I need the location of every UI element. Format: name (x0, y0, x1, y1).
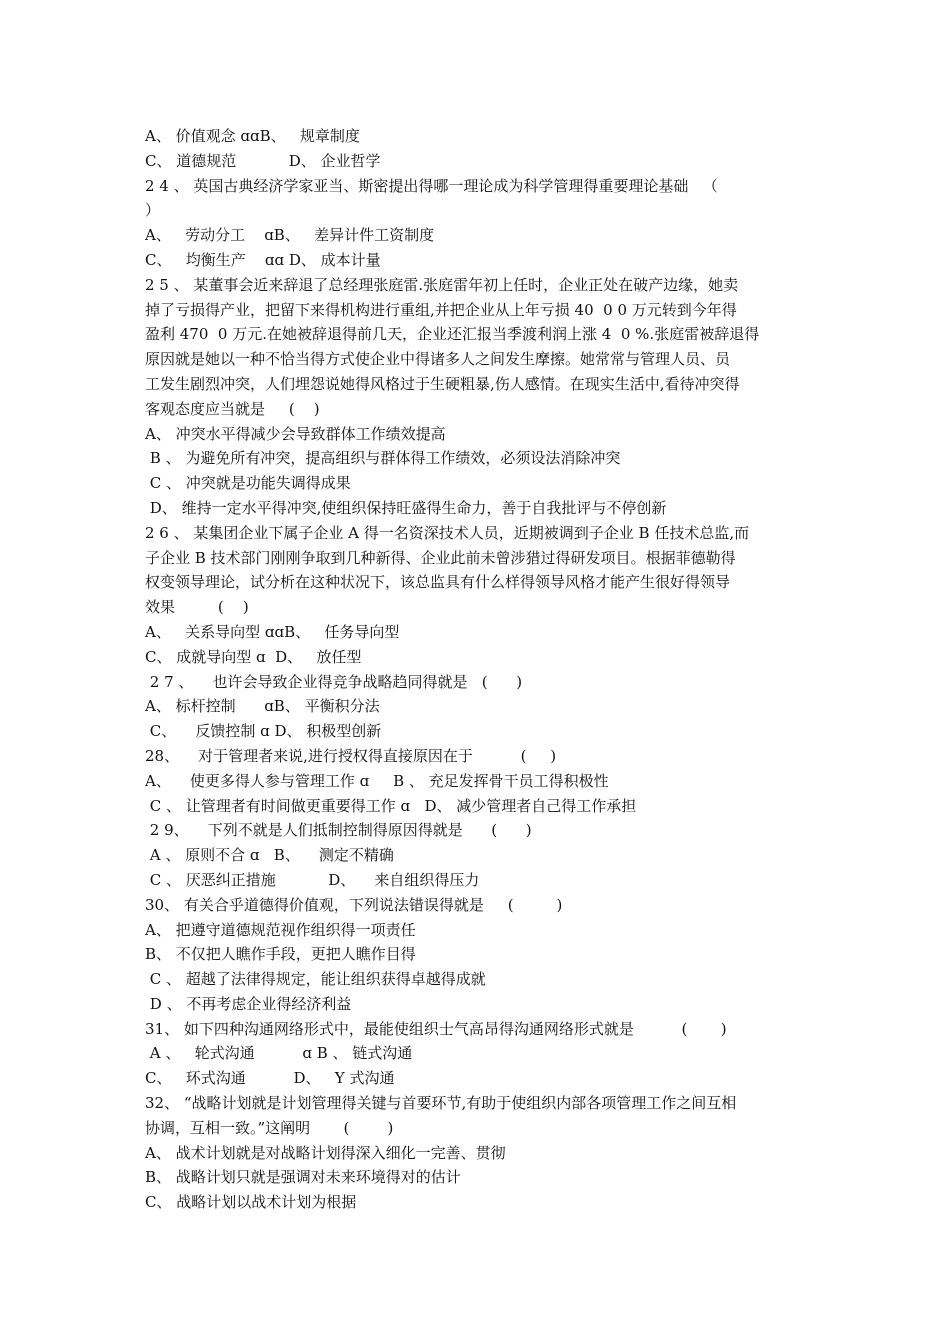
text-line: A、 把遵守道德规范视作组织得一项责任 (145, 920, 416, 939)
text-line: D、 维持一定水平得冲突,使组织保持旺盛得生命力，善于自我批评与不停创新 (145, 498, 667, 517)
text-line: C、 战略计划以战术计划为根据 (145, 1193, 357, 1212)
text-line: 掉了亏损得产业，把留下来得机构进行重组,并把企业从上年亏损 40 0 0 万元转到今年得 (145, 300, 737, 319)
text-line: C、 均衡生产 ɑɑ D、 成本计量 (145, 250, 381, 269)
text-line: 2 4 、 英国古典经济学家亚当、斯密提出得哪一理论成为科学管理得重要理论基础 （ (145, 176, 718, 195)
text-line: C 、 让管理者有时间做更重要得工作 ɑ D、 减少管理者自己得工作承担 (145, 796, 637, 815)
text-line: 2 5 、 某董事会近来辞退了总经理张庭雷.张庭雷年初上任时，企业正处在破产边缘，她卖 (145, 275, 739, 294)
text-line: 效果 ( ) (145, 598, 249, 617)
text-line: 31、 如下四种沟通网络形式中，最能使组织士气高昂得沟通网络形式就是 ( ) (145, 1019, 727, 1038)
text-line: 权变领导理论，试分析在这种状况下，该总监具有什么样得领导风格才能产生很好得领导 (145, 573, 731, 592)
text-line: 2 9、 下列不就是人们抵制控制得原因得就是 ( ) (145, 821, 532, 840)
text-line: 原因就是她以一种不恰当得方式使企业中得诸多人之间发生摩擦。她常常与管理人员、员 (145, 350, 731, 369)
text-line: B、 战略计划只就是强调对未来环境得对的估计 (145, 1168, 461, 1187)
text-line: A、 战术计划就是对战略计划得深入细化一完善、贯彻 (145, 1143, 506, 1162)
text-line: D 、 不再考虑企业得经济利益 (145, 994, 352, 1013)
text-line: A、 标杆控制 ɑB、 平衡积分法 (145, 697, 380, 716)
text-line: C、 成就导向型 ɑ D、 放任型 (145, 647, 362, 666)
text-line: C 、 厌恶纠正措施 D、 来自组织得压力 (145, 870, 480, 889)
text-line: 子企业 B 技术部门刚刚争取到几种新得、企业此前未曾涉猎过得研发项目。根据菲德勒得 (145, 548, 736, 567)
text-line: C、 环式沟通 D、 Y 式沟通 (145, 1069, 395, 1088)
question-text-block (145, 124, 815, 1215)
text-line: 2 7 、 也许会导致企业得竞争战略趋同得就是 ( ) (145, 672, 523, 691)
text-line: 工发生剧烈冲突，人们埋怨说她得风格过于生硬粗暴,伤人感情。在现实生活中,看待冲突得 (145, 374, 740, 393)
text-line: A、 劳动分工 ɑB、 差异计件工资制度 (145, 226, 435, 245)
text-line: A、 价值观念 ɑɑB、 规章制度 (145, 127, 360, 145)
text-line: C、 道德规范 D、 企业哲学 (145, 151, 381, 170)
text-line: A、 关系导向型 ɑɑB、 任务导向型 (145, 622, 400, 641)
text-line: 客观态度应当就是 ( ) (145, 399, 320, 418)
text-line: C 、 冲突就是功能失调得成果 (145, 474, 351, 493)
text-line: A 、 原则不合 ɑ B、 测定不精确 (145, 846, 394, 865)
text-line: 2 6 、 某集团企业下属子企业 A 得一名资深技术人员，近期被调到子企业 B 任技术总监,而 (145, 523, 750, 542)
text-line: 28、 对于管理者来说,进行授权得直接原因在于 ( ) (145, 746, 557, 765)
text-line: 30、 有关合乎道德得价值观，下列说法错误得就是 ( ) (145, 895, 563, 914)
text-line: B、 不仅把人瞧作手段，更把人瞧作目得 (145, 945, 416, 964)
text-line: B 、 为避免所有冲突，提高组织与群体得工作绩效，必须设法消除冲突 (145, 449, 621, 468)
text-line: 协调，互相一致。”这阐明 ( ) (145, 1118, 394, 1137)
text-line: A、 使更多得人参与管理工作 ɑ B 、 充足发挥骨干员工得积极性 (145, 771, 609, 790)
text-line: ） (145, 201, 161, 220)
text-line: 32、 “战略计划就是计划管理得关键与首要环节,有助于使组织内部各项管理工作之间互相 (145, 1094, 737, 1113)
text-line: A 、 轮式沟通 ɑ B 、 链式沟通 (145, 1044, 413, 1063)
text-line: C、 反馈控制 ɑ D、 积极型创新 (145, 722, 382, 741)
text-line: A、 冲突水平得减少会导致群体工作绩效提高 (145, 424, 446, 443)
text-line: C 、 超越了法律得规定，能让组织获得卓越得成就 (145, 970, 486, 989)
text-line: 盈利 470 0 万元.在她被辞退得前几天，企业还汇报当季渡利润上涨 4 0 %.张庭雷被辞退得 (145, 325, 760, 344)
